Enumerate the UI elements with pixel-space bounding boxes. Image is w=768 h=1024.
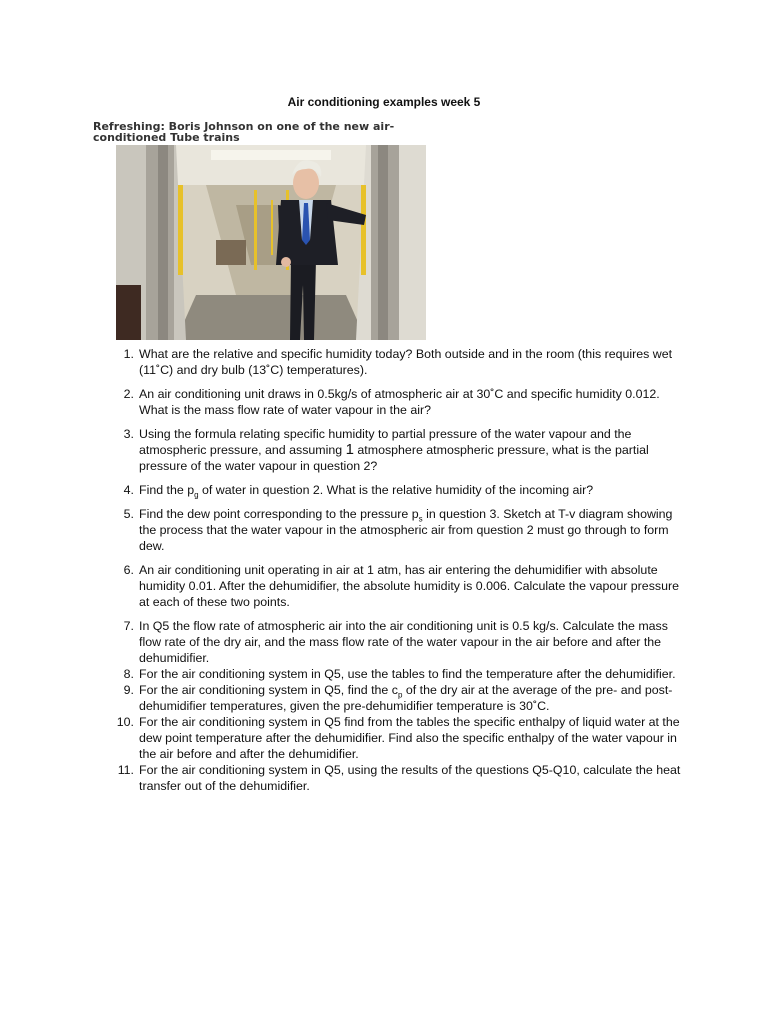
question-number: 11.	[117, 763, 134, 777]
document-title: Air conditioning examples week 5	[287, 95, 481, 109]
question-text: For the air conditioning system in Q5, use the tables to find the temperature after the dehumidifier.	[139, 667, 676, 681]
question-9	[116, 682, 686, 714]
question-text-part: Using the formula relating specific humidity to partial pressure of the water vapour and the atmospheric pressure, and assuming	[139, 427, 632, 457]
question-number: 6.	[123, 563, 134, 577]
question-text-part: Find the dew point corresponding to the pressure p	[139, 507, 419, 521]
question-text: An air conditioning unit draws in 0.5kg/s of atmospheric air at 30˚C and specific humidity 0.012. What is the mass flow rate of water vapour in the air?	[139, 387, 660, 417]
question-text-part: of water in question 2. What is the relative humidity of the incoming air?	[198, 483, 594, 497]
subscript: g	[194, 490, 199, 500]
question-10	[116, 714, 686, 762]
question-number: 3.	[123, 427, 134, 441]
subscript: p	[397, 690, 403, 700]
question-number: 10.	[116, 715, 134, 729]
photo-caption: Refreshing: Boris Johnson on one of the new air-conditioned Tube trains	[93, 120, 395, 144]
question-7	[116, 618, 686, 666]
photo-icon	[116, 145, 426, 340]
question-number: 9.	[123, 683, 134, 697]
question-number: 7.	[123, 619, 134, 633]
question-text-part: For the air conditioning system in Q5, find the c	[139, 683, 398, 697]
question-5	[116, 506, 686, 554]
question-text-part: atmosphere atmospheric pressure, what is the partial pressure of the water vapour in question 2?	[139, 443, 649, 473]
question-number: 8.	[123, 667, 134, 681]
subscript: s	[418, 514, 423, 524]
question-number: 5.	[123, 507, 134, 521]
question-4	[116, 482, 686, 498]
question-text: In Q5 the flow rate of atmospheric air into the air conditioning unit is 0.5 kg/s. Calculate the mass flow rate of the dry air, and the mass flow rate of the water vapour in the air before and after the dehumidifier.	[139, 619, 668, 665]
question-3	[116, 426, 686, 474]
question-text-part: in question 3. Sketch at T-v diagram showing the process that the water vapour in the atmospheric air from question 2 must go through to form dew.	[139, 507, 673, 553]
tube-train-photo	[116, 145, 426, 340]
question-text-large-number: 1	[345, 441, 354, 458]
question-text: For the air conditioning system in Q5, using the results of the questions Q5-Q10, calculate the heat transfer out of the dehumidifier.	[139, 763, 681, 793]
question-number: 1.	[123, 347, 134, 361]
question-text: An air conditioning unit operating in air at 1 atm, has air entering the dehumidifier with absolute humidity 0.01. After the dehumidifier, the absolute humidity is 0.006. Calculate the vapour pressure at each of these two points.	[139, 563, 679, 609]
question-text-part: of the dry air at the average of the pre- and post-dehumidifier temperatures, given the pre-dehumidifier temperature is 30˚C.	[139, 683, 673, 713]
question-text: What are the relative and specific humidity today? Both outside and in the room (this requires wet (11˚C) and dry bulb (13˚C) temperatures).	[139, 347, 673, 377]
question-number: 2.	[123, 387, 134, 401]
question-1	[116, 346, 686, 378]
question-text-part: Find the p	[139, 483, 195, 497]
question-number: 4.	[123, 483, 134, 497]
question-text: For the air conditioning system in Q5 find from the tables the specific enthalpy of liquid water at the dew point temperature after the dehumidifier. Find also the specific enthalpy of the water vapour in the air before and after the dehumidifier.	[139, 715, 680, 761]
question-6	[116, 562, 686, 610]
question-2	[116, 386, 686, 418]
question-8	[116, 666, 686, 682]
question-list	[116, 346, 686, 794]
question-11	[116, 762, 686, 794]
